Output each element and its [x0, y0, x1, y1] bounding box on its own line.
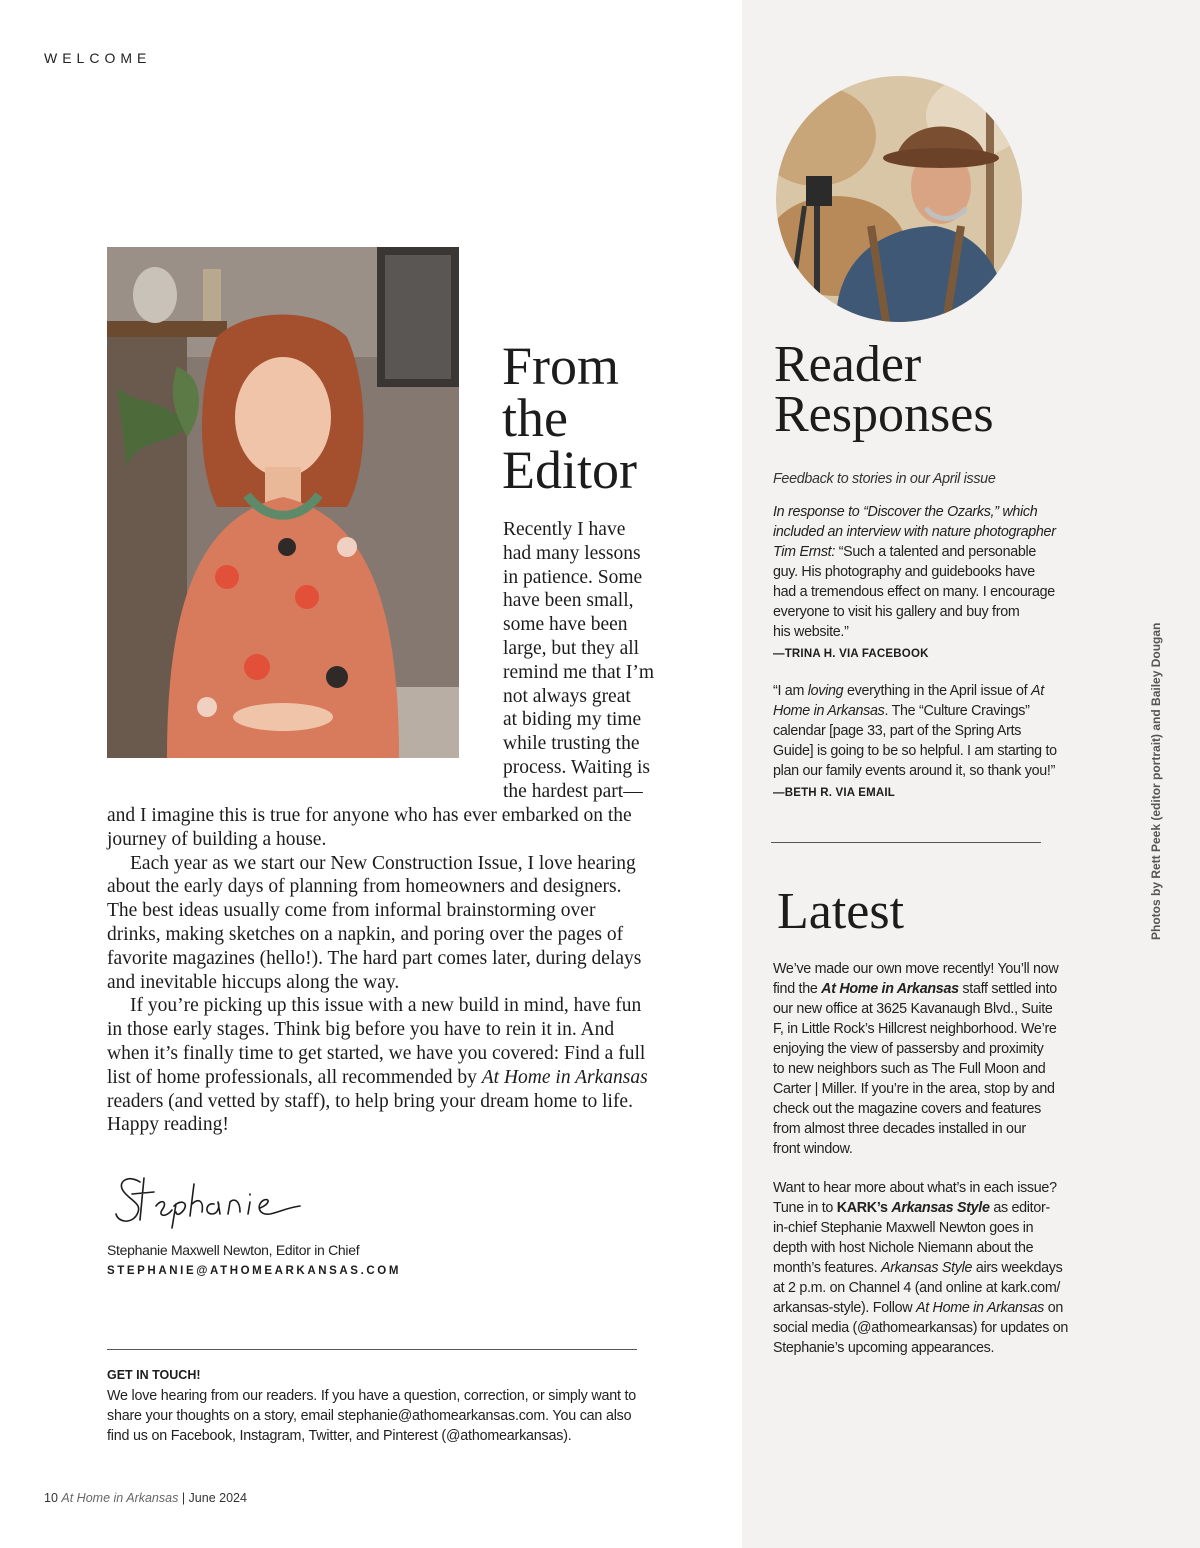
editor-portrait: [107, 247, 459, 758]
page-footer: [44, 1491, 247, 1505]
editor-intro: Recently I have had many lessons in patience. Some have been small, some have been large, but they all remind me that I’m not always great at biding my time while trusting the process. Waiting is the hardest part—: [503, 519, 655, 802]
letter-paragraph: and I imagine this is true for anyone who has ever embarked on the journey of building a house.: [107, 805, 632, 850]
editor-letter-body: [107, 804, 687, 1137]
latest-title: Latest: [777, 883, 905, 940]
get-in-touch-heading: GET IN TOUCH!: [107, 1368, 201, 1382]
divider: [107, 1349, 637, 1350]
reader-responses-title: Reader Responses: [774, 336, 994, 443]
magazine-name: At Home in Arkansas: [61, 1491, 179, 1505]
response-attribution: —BETH R. VIA EMAIL: [773, 787, 896, 799]
editor-name-title: Stephanie Maxwell Newton, Editor in Chief: [107, 1242, 360, 1258]
reader-response: “I am loving everything in the April issue of At Home in Arkansas. The “Culture Cravings” calendar [page 33, part of the Spring Arts Guide] is going to be so helpful. I am starting to plan our family events around it, so thank you!” —BETH R. VIA EMAIL: [773, 681, 1057, 803]
get-in-touch-body: We love hearing from our readers. If you have a question, correction, or simply want to share your thoughts on a story, email stephanie@athomearkansas.com. You can also find us on Facebook, Instagram, Twitter, and Pinterest (@athomearkansas).: [107, 1388, 637, 1444]
latest-paragraph: Want to hear more about what’s in each issue? Tune in to KARK’s Arkansas Style as editor- in-chief Stephanie Maxwell Newton goes in depth with host Nichole Niemann about the month’s features. Arkansas Style airs weekdays at 2 p.m. on Channel 4 (and online at kark.com/ arkansas-style). Follow At Home in Arkansas on social media (@athomearkansas) for updates on Stephanie’s upcoming appearances.: [773, 1180, 1069, 1356]
section-label: WELCOME: [44, 50, 152, 66]
reader-response: In response to “Discover the Ozarks,” which included an interview with nature photographer Tim Ernst: “Such a talented and personable guy. His photography and guidebooks have had a tremendous effect on many. I encourage everyone to visit his gallery and buy from his website.” —TRINA H. VIA FACEBOOK: [773, 502, 1056, 664]
editor-email-link[interactable]: STEPHANIE@ATHOMEARKANSAS.COM: [107, 1265, 402, 1277]
divider: [771, 842, 1041, 843]
letter-paragraph: Each year as we start our New Construction Issue, I love hearing about the early days of planning from homeowners and designers. The best ideas usually come from informal brainstorming over drinks, making sketches on a napkin, and poring over the pages of favorite magazines (hello!). The hard part comes later, during delays and inevitable hiccups along the way.: [107, 852, 642, 993]
editor-signature: [110, 1164, 310, 1230]
page-number: 10: [44, 1491, 58, 1505]
reader-responses-subtitle: Feedback to stories in our April issue: [773, 471, 996, 487]
photo-credit: Photos by Rett Peek (editor portrait) and Bailey Dougan: [1149, 622, 1163, 940]
response-attribution: —TRINA H. VIA FACEBOOK: [773, 648, 929, 660]
reader-photo: [776, 76, 1022, 322]
letter-paragraph: If you’re picking up this issue with a new build in mind, have fun in those early stages. Think big before you have to rein it in. And when it’s finally time to get started, we have you covered: Find a full list of home professionals, all recommended by At Home in Arkansas readers (and vetted by staff), to help bring your dream home to life. Happy reading!: [107, 995, 648, 1136]
editor-title: From the Editor: [502, 336, 637, 500]
latest-paragraph: We’ve made our own move recently! You’ll now find the At Home in Arkansas staff settled into our new office at 3625 Kavanaugh Blvd., Suite F, in Little Rock’s Hillcrest neighborhood. We’re enjoying the view of passersby and proximity to new neighbors such as The Full Moon and Carter | Miller. If you’re in the area, stop by and check out the magazine covers and features from almost three decades installed in our front window.: [773, 961, 1059, 1157]
issue-date: | June 2024: [181, 1491, 247, 1505]
